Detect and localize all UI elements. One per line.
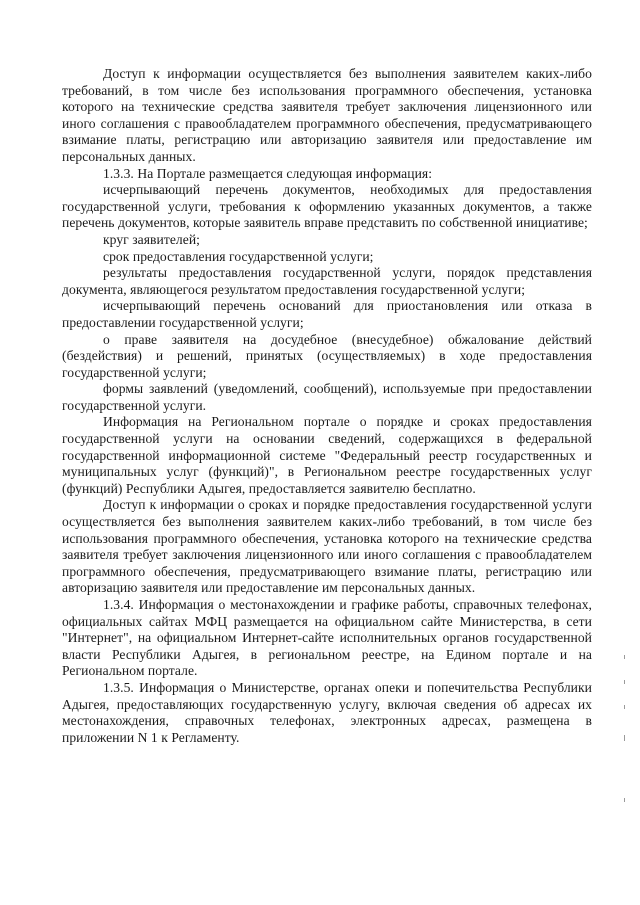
paragraph-access-terms: Доступ к информации о сроках и порядке предоставления государственной услуги осуществляется без выполнения заявителем каких-либо требований, в том числе без использования программного обеспечения, установка которого на технические средства заявителя требует заключения лицензионного или иного соглашения с правообладателем программного обеспечения, предусматривающего взимание платы, регистрацию или авторизацию заявителя или предоставление им персональных данных. [62, 497, 592, 596]
paragraph-regional-portal: Информация на Региональном портале о порядке и сроках предоставления государственной услуги на основании сведений, содержащихся в федеральной государственной информационной системе "Федеральный реестр государственных и муниципальных услуг (функций)", в Региональном реестре государственных услуг (функций) Республики Адыгея, предоставляется заявителю бесплатно. [62, 414, 592, 496]
list-item-applicants: круг заявителей; [103, 231, 200, 247]
scan-mark [624, 680, 625, 684]
document-body [62, 66, 592, 746]
list-item-appeal: о праве заявителя на досудебное (внесудебное) обжалование действий (бездействия) и решений, принятых (осуществляемых) в ходе предоставления государственной услуги; [62, 331, 592, 380]
paragraph-1-3-5: 1.3.5. Информация о Министерстве, органах опеки и попечительства Республики Адыгея, предоставляющих государственную услугу, включая сведения об адресах их местонахождения, справочных телефонах, электронных адресах, размещена в приложении N 1 к Регламенту. [62, 679, 592, 745]
scan-mark [624, 655, 625, 659]
paragraph-access-info: Доступ к информации осуществляется без выполнения заявителем каких-либо требований, в том числе без использования программного обеспечения, установка которого на технические средства заявителя требует заключения лицензионного или иного соглашения с правообладателем программного обеспечения, предусматривающего взимание платы, регистрацию или авторизацию заявителя или предоставление им персональных данных. [62, 66, 592, 164]
list-item-results: результаты предоставления государственной услуги, порядок представления документа, являющегося результатом предоставления государственной услуги; [62, 265, 592, 297]
list-item-documents: исчерпывающий перечень документов, необходимых для предоставления государственной услуги, требования к оформлению указанных документов, а также перечень документов, которые заявитель вправе представить по собственной инициативе; [62, 182, 592, 231]
scan-mark [624, 798, 625, 802]
list-item-term: срок предоставления государственной услуги; [103, 248, 374, 264]
paragraph-1-3-3: 1.3.3. На Портале размещается следующая информация: [103, 165, 433, 181]
list-item-forms: формы заявлений (уведомлений, сообщений), используемые при предоставлении государственной услуги. [62, 381, 592, 413]
list-item-grounds: исчерпывающий перечень оснований для приостановления или отказа в предоставлении государственной услуги; [62, 298, 592, 330]
scan-mark [624, 735, 625, 741]
scan-mark [624, 705, 625, 709]
paragraph-1-3-4: 1.3.4. Информация о местонахождении и графике работы, справочных телефонах, официальных сайтах МФЦ размещается на официальном сайте Министерства, в сети "Интернет", на официальном Интернет-сайте исполнительных органов государственной власти Республики Адыгея, в региональном реестре, на Едином портале и на Региональном портале. [62, 597, 592, 679]
